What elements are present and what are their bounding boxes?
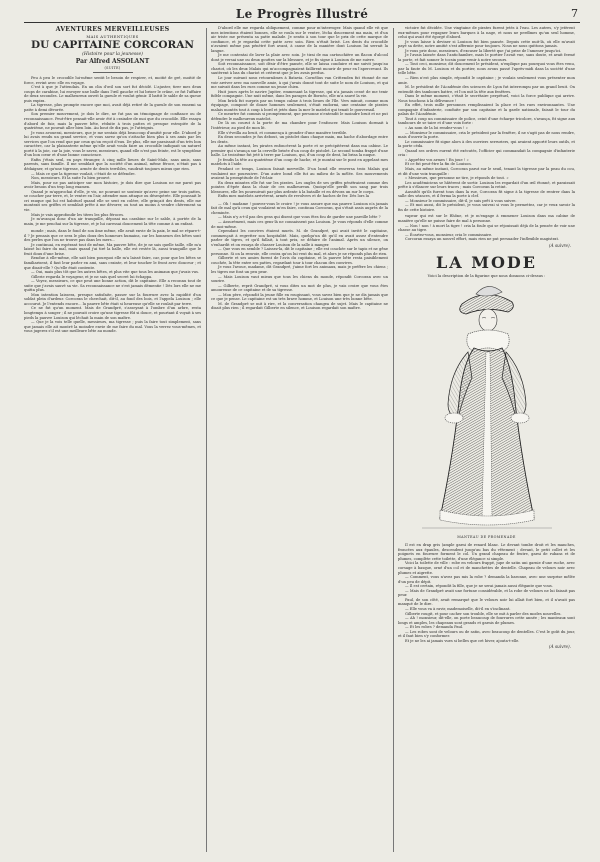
paragraph: Mais je vais approfondir les titres les plus féroces. [31,212,125,217]
paragraph: — Mais de Grandpré avait une fortune considérable, et la robe de velours ne lui faisait pas peur. [398,588,575,598]
paragraph: Je l'avais laissée dans l'antichambre, mais le portier l'avait vue, sans doute, et avait fermé la porte, et fait sonner le tocsin pour venir à notre secours. [398,53,575,62]
paragraph: — Tout ceci, monsieur, dit doucement le président, n'explique pas pourquoi vous êtes venu, par la faute du M. Louison et du portier, nous avons passé l'après-midi dans la société d'une telle bête. [398,62,575,76]
fashion-intro: Voici la description de la figurine que nous donnons ci-dessus : [427,273,546,278]
paragraph: Quand je m'approchai d'elle, je vis, ne pouvant se soutenir qu'avec peine sur trois pattes, se coucher par terre, et, le ventre en l'air, attendre mon attaque ou désespérée. Elle poussait le cri rauque qui lui est habituel quand elle se sent en colère, elle grinçait des dents, elle me montrait ses griffes et semblait prête à me dévorer, ou tout au moins à vendre chèrement sa vie. [24,189,201,212]
paragraph: « Apprêtez vos armes ! En joue ! » [405,157,469,162]
paragraph: En deux minutes elle fut sur les pirates. Les ongles de ses griffes pénétraient comme des pointes d'épée dans la chair de ces malheureux. Quoiqu'elle perdît son sang par trois blessures, elle les poursuivait par plus ardente à la bataille et en dévora un sur le corps. [211,180,388,194]
paragraph: — Monsieur le commissaire, dit-il, je suis prêt à vous suivre. [405,198,517,203]
paragraph: Et je ne les ai jamais vues si belles que cet hiver, ajouta-t-elle. [405,638,520,643]
paragraph: Gilberte et ses amies furent de l'avis du capitaine, et la pauvre bête resta paisiblement couchée, la tête entre ses pattes, regardant tour à tour chacun des convives. [211,256,388,265]
paragraph: M. le président de l'Académie des sciences de Lyon fut interrompu par un grand bruit. On entendit des tambours battre, et l'on mit la tête aux fenêtres. [398,85,575,94]
serial-suite: (SUITE) [104,65,121,70]
paragraph: Je vous l'avoue, madame, dit Grandpré, j'aime fort les animaux, mais je préfère les chiens ; les tigres me font un peu peur. [211,265,388,274]
paragraph: Elle s'éveilla au bruit, et commença à gronder d'une manière terrible. [218,130,348,135]
paragraph: — Mais n'y a-t-il pas des gens qui disent que vous êtes fou de garder une pareille bête ? [218,215,381,220]
paragraph: Mon intention laissera, presque satisfaite, passer sur la fourrure avec la rapidité d'un soldat plein d'ardeur. Corcoran le cherchait, dit-il, au fond des bois, et l'appela Louison ; elle accourut. Je l'entends encore... la pauvre bête était si heureuse qu'elle se roulait par terre. [24,292,201,306]
paragraph: — Elle vous va à ravir, mademoiselle, dit-il en s'inclinant. [405,606,511,611]
paragraph: — Il est certain, répondit la fille, que je ne serai jamais aussi élégante que vous. [405,584,553,589]
column-2-lower-text [211,202,388,311]
paragraph: — Monsieur le commissaire, cria le président par la fenêtre, il ne s'agit pas de nous rendre, mais d'ouvrir la porte. [398,130,575,140]
paragraph: Aussitôt qu'ils furent tous dans la rue, Corcoran fit signe à la tigresse de rentrer dans la salle des séances, et il ferma la porte à clef. [398,189,575,199]
paragraph: Non, messieurs. Et la suite l'a bien prouvé. [31,176,111,181]
paragraph: — Mon père, répondit la jeune fille en rougissant, vous savez bien que je ne dis jamais que ce que je pense. Le capitaine est un très brave homme, et Louison une très bonne bête. [211,292,388,302]
paragraph: Enfin mes matelots arrivèrent, armés de revolvers et de haches de fer. Dès lors la [218,194,370,199]
column-3 [398,26,575,846]
paragraph: — Comment, vous n'avez pas mis la robe ? demanda la baronne, avec une surprise mêlée d'un peu de dépit. [398,575,575,584]
to-be-continued: (A suivre). [549,242,571,248]
paragraph: — Que je la vois telle quelle, messieurs, ma tigresse ; puis la faire tout simplement, sans que jamais elle ait montré la moindre envie de me faire du mal. Vous la verrez vous-mêmes, et vous jugerez s'il est une meilleure bête au monde. [24,320,201,334]
paragraph: — Les robes sont de velours ou de satin, avec beaucoup de dentelles. C'est le goût du jour, et il faut bien s'y conformer. [398,629,575,639]
paragraph: Le commissaire fit signe alors à des ouvriers serruriers, qui avaient apporté leurs outils, et la porte céda. [398,139,575,149]
serial-subtitle: MAIS AUTHENTIQUES [86,34,139,39]
paragraph: D'abord elle me regarda obliquement, comme pour m'interroger. Mais quand elle vit que mes intentions étaient bonnes, elle se roula sur le ventre, lécha doucement ma main, et d'un air triste me présenta sa patte malade. Je sentis à son tour que le prix de cette marque de confiance, et je regardai cette patte avec soin. Rien n'était brisé. Les dents du crocodile n'avaient même pas pénétré fort avant, à cause de la manière dont Louison lui serrait la langue. [211,26,388,53]
paragraph: Au même instant, les pirates enfoncèrent la porte et se précipitèrent dans ma cabine. Le premier qui s'avança sur la cervelle brisée d'un coup de pistolet. Le second tomba frappé d'une balle. Le troisième fut jeté à terre par Louison, qui, d'un coup de dent, lui brisa la nuque. [211,144,388,158]
paragraph: — Que vous en semble ? Laissez-la, dit le capitaine ; elle est couchée sur le tapis et ne gêne personne. Si on la renvoie, elle croira qu'on lui veut du mal, et alors je ne réponds plus de rien. [211,247,388,256]
paragraph: Ce meurtre fut commis si promptement, que personne n'entendit le moindre bruit et ne put défendre le malheureux matelot. [211,112,388,121]
paragraph: Corcoran essaya un nouvel effort, mais rien ne put persuader l'inflexible magistrat. [405,237,560,242]
serial-header [24,26,201,73]
column-divider [393,28,394,852]
paragraph: Ce ne fut qu'un moment. Mais de Grandpré, s'asseyant à l'ombre d'un arbre, resta longtemps à songer ; il ne pouvait croire qu'une tigresse fût si douce, et pourtant il voyait à ses pieds la pauvre Louison qui léchait la main de son maître. [24,306,201,320]
paragraph: « Au nom de la loi rendez-vous ! » [405,126,468,131]
paragraph: Je fendis la tête au quatrième d'un coup de hache, et je montai sur le pont en appelant mes matelots à l'aide. [211,157,388,167]
fashion-to-be-continued: (A suivre). [549,644,571,650]
serial-series: AVENTURES MERVEILLEUSES [55,26,170,33]
paragraph: — Gilberte, reprit Grandpré, si vous dites un mot de plus, je vais croire que vous êtes amoureuse de ce capitaine et de sa tigresse. [211,283,388,293]
paragraph: Je m'avançai donc d'un air tranquille, déposai ma carabine sur le sable, à portée de la main, je me penchai sur la tigresse, et je lui caressai doucement la tête comme à un enfant. [24,217,201,226]
paragraph: Les académiciens se hâtèrent de sortir. Louison les regardait d'un œil étonné, et paraissait prête à s'élancer sur leurs traces ; mais Corcoran la retint. [398,180,575,190]
paragraph: Gillerie regarda le voyageur, et je ne sais quel secret lui échappa. [31,274,153,279]
paragraph: — Assurément, mais ces gens-là ne connaissent pas Louison. Je vous réponds d'elle comme de moi-même. [211,219,388,229]
paragraph: Mais, pour ne pas anticiper sur mon histoire, je dois dire que Louison ne me parut pas avoir besoin d'un trop long examen. [24,180,201,190]
paragraph: Quand ses ordres eurent été exécutés, l'officier qui commandait la compagnie d'infanterie cria : [398,148,575,158]
column-1-lower-text [24,229,201,334]
paragraph: — Ah ! monsieur, dit-elle, on porte beaucoup de fourrures cette année ; les manteaux sont longs et amples, les chapeaux sont grands et garnis de plumes. [398,616,575,625]
paragraph: M. de Grandpré se mit à rire, et la conversation changea de sujet. Mais le capitaine ne disait plus rien ; il regardait Gilberte en silence, et Louison regardait son maître. [211,301,388,311]
illustration-caption: MANTEAU DE PROMENADE [457,535,516,540]
paragraph: Je me contentai de laver la plaie avec soin. Je tirai de ma cartouchière un flacon d'alcool dont je versai une ou deux gouttes sur la blessure, et je fis signe à Louison de me suivre. [211,53,388,62]
paragraph: Paul, de son côté, avait remarqué que le velours noir lui allait fort bien, et il n'avait pas manqué de le dire. [398,597,575,607]
paragraph: Soit reconnaissance, soit désir d'être pansée, elle se laissa conduire et me suivit jusqu'au chariot, où les deux Malais qui m'accompagnaient faillirent mourir de peur en l'apercevant. Ils sautèrent à bas du chariot et crièrent que je les avais perdus. [211,62,388,76]
paragraph: Je vous prie donc, messieurs, d'excuser la liberté que j'ai prise de l'amener jusqu'ici. [405,48,562,53]
paragraph: « Messieurs, que personne ne tire, je réponds de tout. » [405,176,509,181]
woman-in-coat-engraving [402,282,572,532]
paragraph: — Et moi aussi, dit le président, je vous suivrai si vous le permettez, car je veux savoir la fin de cette histoire. [398,203,575,212]
paragraph: — Écartez-vous, monsieur, cria le commissaire. [405,232,493,237]
column-2 [211,26,388,846]
paragraph: — Rien n'est plus simple, répondit le capitaine ; je voulais seulement vous présenter mon amie. [398,76,575,85]
column-1 [24,26,201,846]
serial-note: (Histoire pour la jeunesse) [82,52,143,57]
paragraph: Gilberte rougit, et pour cacher son trouble, elle se mit à parler des modes nouvelles. [405,611,562,616]
paragraph: victoire fut décidée. Une vingtaine de pirates furent jetés à l'eau. Les autres, s'y jetèrent eux-mêmes pour regagner leurs barques à la nage, et nous ne perdîmes qu'un seul homme, celui qui avait été égorgé d'abord. [398,26,575,40]
paragraph: vapeur qui est sur le Rhône, et je m'engage à emmener Louison dans ma cabine de manière qu'elle ne puisse faire de mal à personne. [398,214,575,223]
column-1-text [24,76,201,226]
fashion-illustration [402,282,572,532]
serial-author: Par Alfred ASSOLANT [75,58,150,65]
column-divider [206,28,207,852]
paragraph: En deux secondes je fus debout, un pistolet dans chaque main, ma hache d'abordage entre les dents. [211,135,388,144]
fashion-text [398,543,575,643]
paragraph: — Voyez, messieurs, ce que peut une bonne action, dit le capitaine. Elle a reconnu tout de suite que j'avais sauvé sa vie. Sa reconnaissance ne s'est jamais démentie ! Dès lors elle ne me quitta plus. [24,279,201,293]
paragraph: La tigresse, plus prompte encore que moi, avait déjà retiré de la gueule de son ennemi sa patte à demi dévorée. [24,103,201,112]
paragraph: Je vous laisse à deviner si Louison fut bien pansée. Depuis cette nuit-là, où elle m'avait payé sa dette, notre amitié s'est affermie pour toujours. Nous ne nous quittons jamais. [398,39,575,49]
paragraph: — Oui, mais plus tôt que les autres bêtes, et plus vite que tous les animaux que j'avais vus. [31,270,200,275]
paragraph: Il est en drap gris (ample garni de renard blanc. Le devant tombe droit et les manches, froncées aux épaules, descendent jusqu'au bas du vêtement ; devant, le petit collet et les poignets en fourrure forment le col. Un grand chapeau de feutre, garni de rubans et de plumes, complète cette toilette, d'une élégance si simple. [398,543,575,561]
fashion-heading: LA MODE [436,252,537,272]
column-3-text [398,26,575,212]
paragraph: — Oh ! madame ! pouvez-vous le croire ! je vous assure que ma pauvre Louison n'a jamais fait de mal qu'à ceux qui voulaient m'en faire, continua Corcoran, qui s'était assis auprès de la cheminée. [211,201,388,215]
serial-title: DU CAPITAINE CORCORAN [31,39,194,51]
paragraph: Dans le même moment, c'était le secrétaire perpétuel, voici la force publique qui arrive. Nous touchons à la délivrance ! [398,94,575,103]
paragraph: — Et les robes ? demanda Paul. [405,625,464,630]
paragraph: Huit jours après le navire Jupiter, emmenant la tigresse, qui n'a jamais cessé de me tenir fidèle compagnie. Une nuit même, dans les parages de Bornéo, elle m'a sauvé la vie. [211,89,388,99]
paragraph: De là on courut à la porte de ma chambre pour l'enfoncer. Mais Louison dormait à l'intérieur, au pied de mon lit. [211,121,388,131]
column-3-continued-text [398,214,575,241]
paragraph: Mais, au même instant, Corcoran parut sur le seuil, tenant la tigresse par la peau du cou, et dit d'une voix tranquille : [398,166,575,176]
paragraph: Je continuai, en espérant tout de même, Ma pauvre bête, de je ne sais quelle taille, elle m'a laissé lui faire du mal, mais quand j'ai tiré la balle, elle est restée là, aussi tranquille que le fruit doux d'une brise. [24,242,201,256]
paragraph: — Mais Louison vaut mieux que tous les chiens du monde, répondit Corcoran avec un sourire. [211,274,388,284]
paragraph: Et ce fut peut-être la fin de Louison. [405,162,472,167]
column-2-text [211,26,388,199]
paragraph: Son premier mouvement, je dois le dire, ne fut pas un témoignage de confiance ou de reconnaissance. Peut-être pensait-elle avoir été à craindre de moi que du crocodile. Elle essaya d'abord de fuir, mais la pauvre bête, réduite à trois pattes et presque estropiée de la quatrième, ne pouvait aller bien loin. Au bout de dix pas, je l'atteignis. [24,112,201,131]
header-divider [93,72,133,73]
page-number: 7 [571,7,578,20]
paragraph: monde ; mais, dans le fond de son âme même, elle avait envie de la paix, le mal se répare-t-il ? Je pensais que ce sera le plus doux des honneurs humains, car les honneurs des bêtes sont des perles que l'on ne trouve pas dans les mers... [24,229,201,243]
newspaper-title: Le Progrès Illustré [235,7,369,21]
paragraph: Mon brick fut surpris par un temps calme à trois lieues de l'île. Vers minuit, comme mon équipage, composé de douze hommes seulement, s'était endormi, une centaine de pirates malais montés tout à coup à bord et jetés dans la mer le matelot qui tenait le gouvernail. [211,98,388,112]
paragraph: Pendant ce temps, Louison faisait merveille. D'un bond elle renversa trois Malais qui voulaient me poursuivre. D'un autre bond elle fut au milieu de la mêlée. Ses mouvements avaient la promptitude de l'éclair. [211,166,388,181]
paragraph: En effet, trois mille personnes remplissaient la place et les rues environnantes. Une compagnie d'infanterie, conduite par son capitaine et la garde nationale, faisait le tour du palais de l'Académie. [398,103,575,117]
paragraph: Peu à peu le crocodile lui-même sentit le besoin de respirer, et, moitié de gré, moitié de force, revint avec elle en voyage. [24,76,201,85]
paragraph: C'est à que je l'attendais. En un clin d'œil son sort fut décidé. L'ajuster, tirer mes deux coups de carabine, lui envoyer une balle dans l'œil gauche et lui briser le crâne, ce fut l'affaire de deux secondes. Le malheureux ouvrit la gueule et voulut gémir. Il battit le sable de sa queue puis expira. [24,85,201,103]
masthead [24,6,580,23]
paragraph: Enfin j'étais seul, en pays étranger, à cinq mille lieues de Saint-Malo, sans amis, sans parents, sans famille. Il me semblait que la société d'un animal, même féroce, n'était pas à dédaigner, et qu'une tigresse, armée de dents terribles, vaudrait toujours mieux que rien. [24,157,201,172]
paragraph: Rendue à elle-même, elle sait bien pourquoi elle m'a laissé faire, car, pour que les bêtes se familiarisent, il faut leur parler en ami, sans crainte, et leur toucher le front avec douceur ; et que disait-elle ? Qu'elle était contente. [24,256,201,270]
paragraph: Tout à coup un commissaire de police, ceint d'une écharpe tricolore, s'avança, fit signe aux tambours de se taire et d'une voix forte : [398,116,575,126]
paragraph: Voici la toilette de ville : robe en velours frappé, jupe de satin uni garnie d'une ruche, avec corsage à basque, orné d'un col et de manchettes de dentelle. Chapeau de velours noir avec plumes et aigrette. [398,561,575,575]
paragraph: — Non ! non ! à mort la tigre ! cria la foule qui se réjouissait déjà de la pensée de voir une chasse au tigre. [398,223,575,233]
paragraph: — Mais ce que la tigresse voulait, c'était de se défendre. [31,171,136,176]
paragraph: Cependant les convives étaient muets. M. de Grandpré, qui avait invité le capitaine, commençait à regretter son hospitalité. Mais, quelqu'un dit qu'il en avait assez d'entendre parler de tigres, et qu'il fallait, à tout prix, se défaire de l'animal. Après un silence, on s'enhardit et on essaya de chasser Louison de la salle à manger. [211,229,388,247]
paragraph: Le jour suivant nous retournâmes à Batavia. Cornélius van Crittenden fut étonné de me voir arriver avec ma nouvelle amie, à qui j'avais donné tout de suite le nom de Louison, et qui me suivait dans les rues comme un jeune chien. [211,76,388,90]
paragraph: Je vous avouerai, messieurs, que je me sentais déjà beaucoup d'amitié pour elle. D'abord je lui avais rendu un grand service, et vous savez qu'on s'attache bien plus à ses amis par les services que l'on rend que par ceux qu'on reçoit d'eux. De plus, elle me paraissait d'un très bon caractère, car la plaisanterie même qu'elle avait voulu faire au crocodile indiquait un naturel porté à la joie, car la joie, vous le savez, messieurs, quand elle n'est pas feinte, est le symptôme d'un bon cœur et d'une bonne conscience. [24,130,201,158]
